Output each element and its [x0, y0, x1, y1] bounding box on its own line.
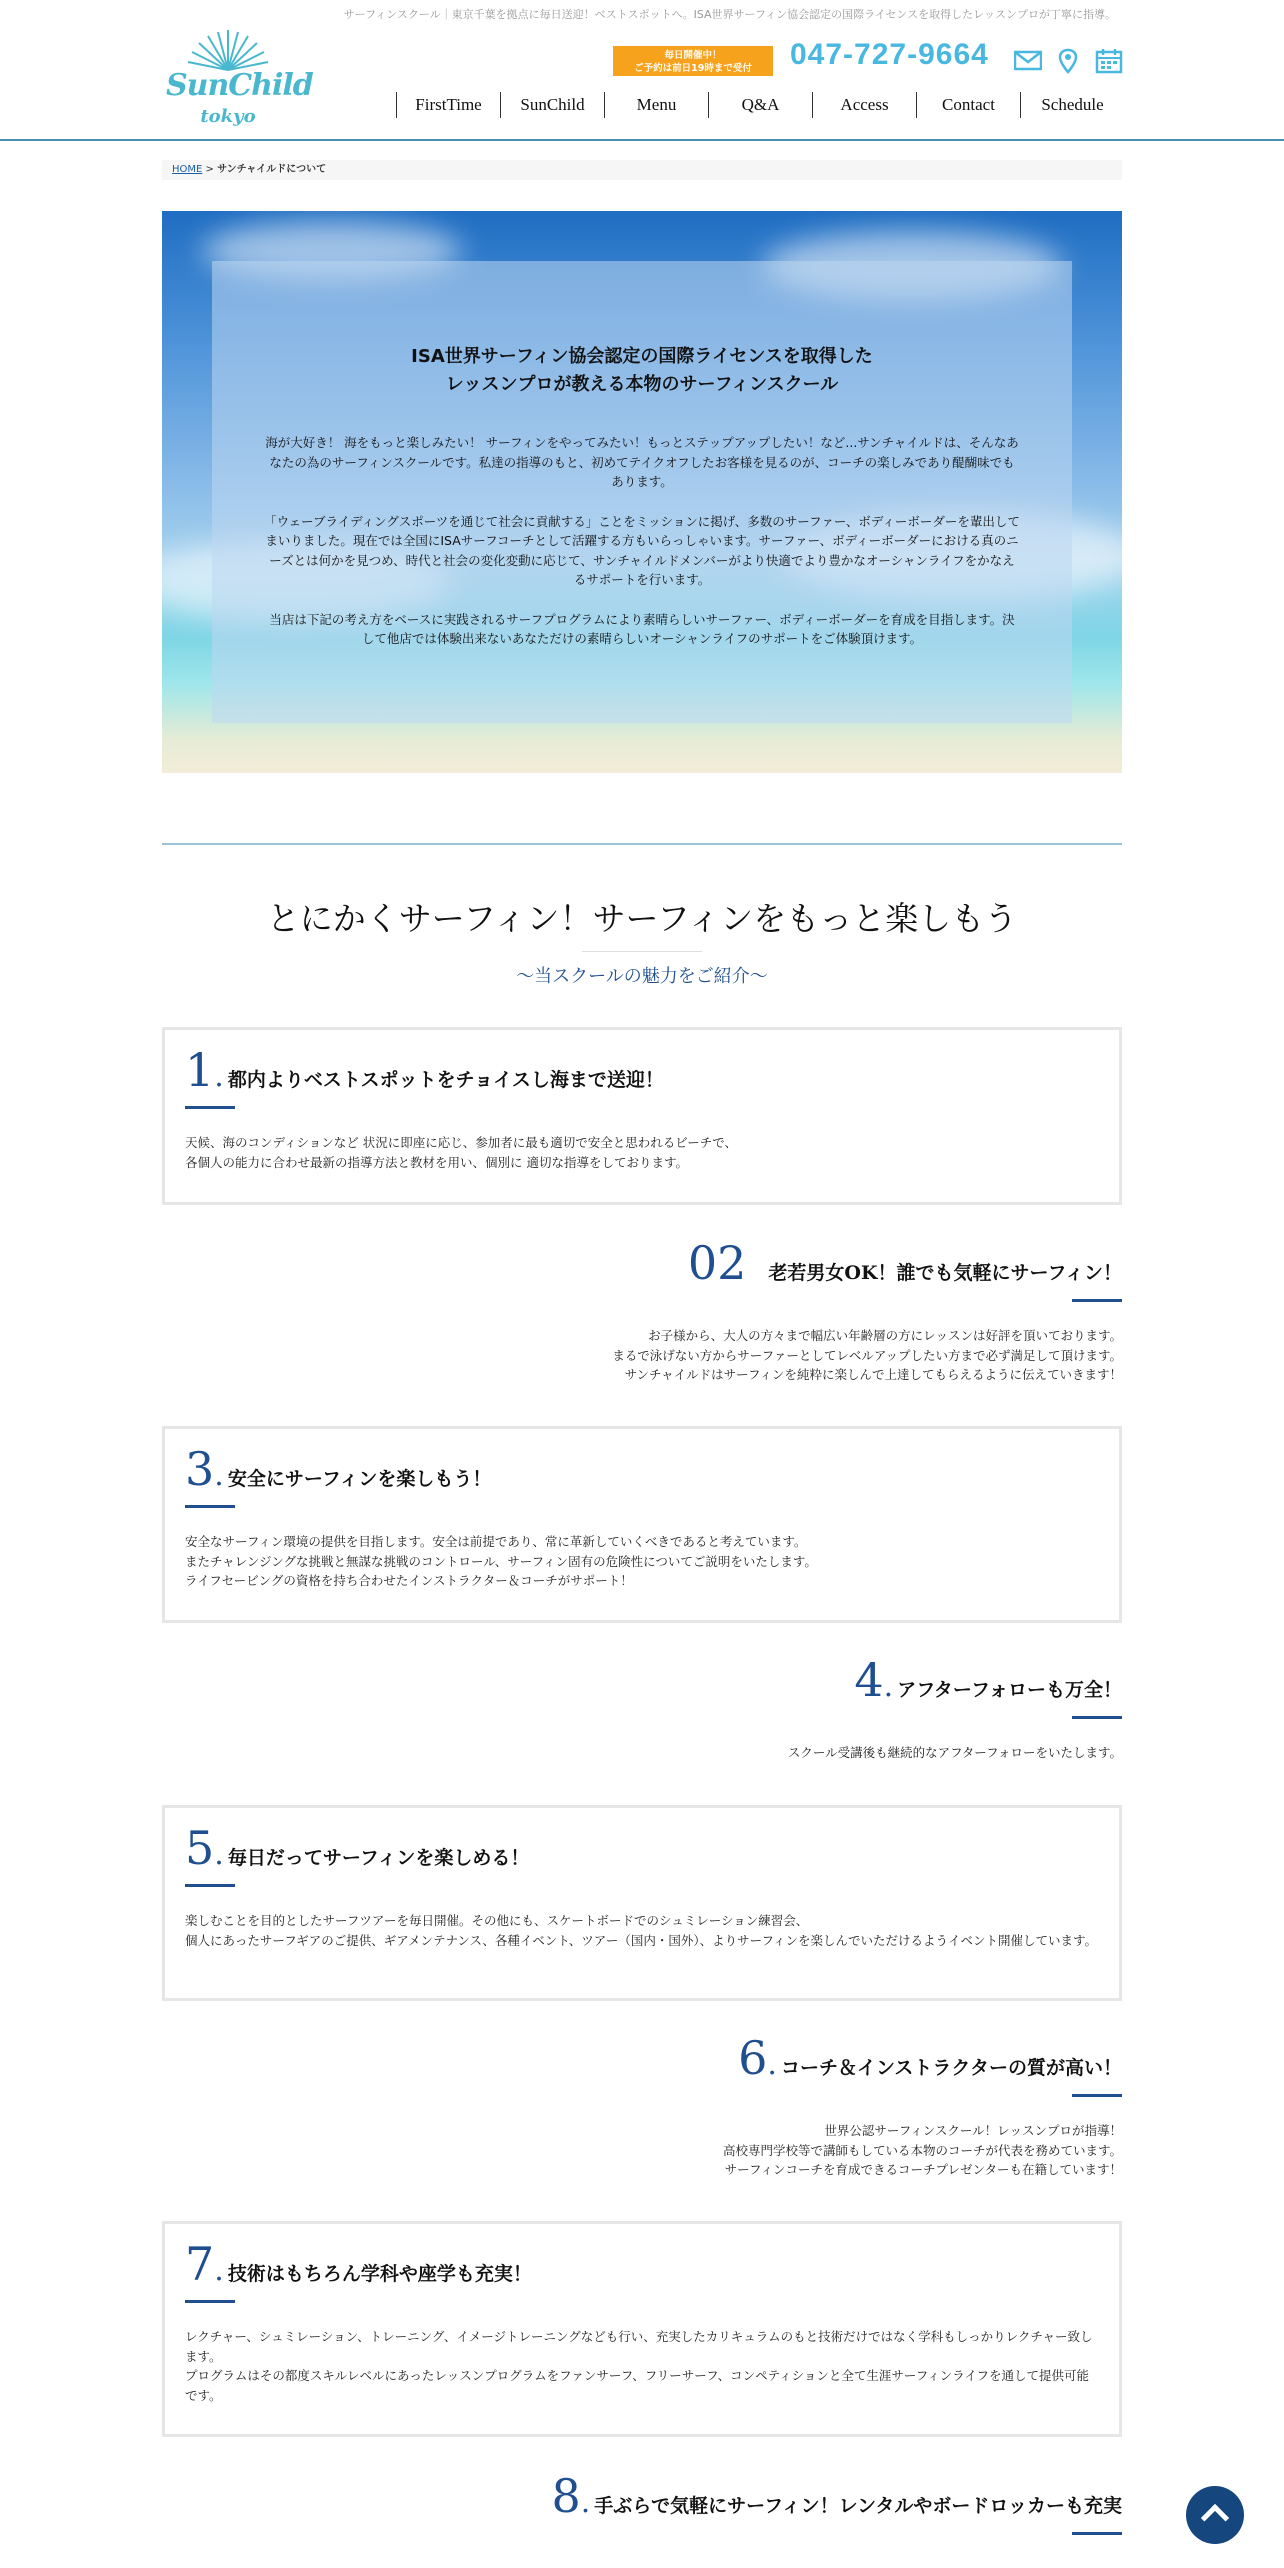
breadcrumb: [162, 160, 1122, 180]
feature-underline: [1072, 1299, 1122, 1302]
hero-title: [212, 343, 1072, 399]
hero-title-line1: ISA世界サーフィン協会認定の国際ライセンスを取得した: [411, 346, 873, 367]
section-divider: [162, 843, 1122, 845]
back-to-top-button[interactable]: [1186, 2486, 1244, 2544]
feature-number: 1: [185, 1043, 215, 1097]
feature-title: 技術はもちろん学科や座学も充実！: [227, 2263, 532, 2285]
feature-underline: [185, 1106, 235, 1109]
feature-body: [185, 2327, 1099, 2405]
feature-text-line: レクチャー、シュミレーション、トレーニング、イメージトレーニングなども行い、充実したカリキュラムのもと技術だけではなく学科もしっかりレクチャー致します。: [185, 2329, 1093, 2364]
feature-card: [162, 2466, 1122, 2566]
arrow-up-icon: [1201, 2504, 1229, 2532]
feature-underline: [1072, 2532, 1122, 2535]
feature-underline: [185, 1505, 235, 1508]
open-badge-line1: 毎日開催中！: [664, 50, 722, 61]
feature-title: 老若男女OK！誰でも気軽にサーフィン！: [768, 1262, 1122, 1284]
nav-item-contact[interactable]: Contact: [916, 92, 1020, 118]
open-badge-line2: ご予約は前日19時まで受付: [634, 63, 752, 74]
feature-card: [162, 2221, 1122, 2437]
hero-title-line2: レッスンプロが教える本物のサーフィンスクール: [445, 374, 839, 395]
feature-number: 7: [185, 2237, 215, 2291]
nav-item-access[interactable]: Access: [812, 92, 916, 118]
feature-title: 都内よりベストスポットをチョイスし海まで送迎！: [227, 1069, 664, 1091]
feature-title: 手ぶらで気軽にサーフィン！レンタルやボードロッカーも充実: [594, 2495, 1122, 2517]
feature-card: [162, 1650, 1122, 1770]
feature-title: 安全にサーフィンを楽しもう！: [227, 1468, 492, 1490]
nav-item-firsttime[interactable]: FirstTime: [396, 92, 500, 118]
feature-number-dot: .: [214, 1837, 224, 1872]
feature-body: [185, 1911, 1099, 1950]
feature-number-dot: .: [883, 1669, 894, 1704]
map-pin-icon[interactable]: [1056, 48, 1080, 72]
feature-text-line: スクール受講後も継続的なアフターフォローをいたします。: [787, 1745, 1122, 1760]
section-subtitle: 〜当スクールの魅力をご紹介〜: [516, 966, 768, 987]
feature-body: [162, 2121, 1122, 2180]
feature-body: [162, 1326, 1122, 1385]
site-header: [0, 0, 1284, 141]
nav-item-menu[interactable]: Menu: [604, 92, 708, 118]
feature-text-line: ライフセービングの資格を持ち合わせたインストラクター＆コーチがサポート！: [185, 1573, 633, 1588]
feature-card: [162, 1426, 1122, 1623]
feature-text-line: サンチャイルドはサーフィンを純粋に楽しんで上達してもらえるように伝えていきます！: [624, 1367, 1122, 1382]
feature-body: [162, 1743, 1122, 1763]
nav-item-qa[interactable]: Q&A: [708, 92, 812, 118]
feature-number-dot: .: [580, 2485, 591, 2520]
feature-number: 5: [185, 1821, 215, 1875]
feature-title: コーチ＆インストラクターの質が高い！: [780, 2057, 1122, 2079]
header-tagline: サーフィンスクール｜東京千葉を拠点に毎日送迎！ベストスポットへ。ISA世界サーフィン協会認定の国際ライセンスを取得したレッスンプロが丁寧に指導。: [343, 8, 1116, 21]
hero-paragraph-3: 当店は下記の考え方をベースに実践されるサーフプログラムにより素晴らしいサーファー、ボディーボーダーを育成を目指します。決して他店では体験出来ないあなただけの素晴らしいオーシャンライフのサポートをご体験頂けます。: [269, 611, 1015, 646]
feature-card: [162, 1233, 1122, 1393]
feature-card: [162, 1805, 1122, 2001]
feature-text-line: お子様から、大人の方々まで幅広い年齢層の方にレッスンは好評を頂いております。: [648, 1328, 1122, 1343]
feature-underline: [1072, 1716, 1122, 1719]
hero-paragraph-2: 「ウェーブライディングスポーツを通じて社会に貢献する」ことをミッションに掲げ、多数のサーファー、ボディーボーダーを輩出してまいりました。現在では全国にISAサーフコーチとして活躍する方もいらっしゃいます。サーファー、ボディーボーダーにおける真のニーズとは何かを見つめ、時代と社会の変化変動に応じて、サンチャイルドメンバーがより快適でより豊かなオーシャンライフをかなえるサポートを行います。: [264, 513, 1020, 587]
hero-text-box: [212, 261, 1072, 723]
section-title-underline: [582, 951, 702, 952]
feature-number: 4: [854, 1653, 884, 1707]
open-badge: [613, 46, 773, 76]
feature-text-line: 楽しむことを目的としたサーフツアーを毎日開催。その他にも、スケートボードでのシュミレーション練習会、: [185, 1913, 809, 1928]
feature-number: 8: [551, 2469, 581, 2523]
feature-text-line: 各個人の能力に合わせ最新の指導方法と教材を用い、個別に 適切な指導をしております。: [185, 1154, 688, 1170]
feature-body: [185, 1532, 1099, 1591]
feature-text-line: 天候、海のコンディションなど 状況に即座に応じ、参加者に最も適切で安全と思われるビーチで、: [185, 1135, 737, 1150]
feature-body: [185, 1133, 1099, 1172]
feature-text-line: プログラムはその都度スキルレベルにあったレッスンプログラムをファンサーフ、フリーサーフ、コンペティションと全て生涯サーフィンライフを通して提供可能です。: [185, 2368, 1089, 2403]
phone-number[interactable]: 047-727-9664: [790, 38, 989, 71]
feature-underline: [1072, 2094, 1122, 2097]
logo-wordmark: SunChild: [166, 68, 313, 103]
breadcrumb-home-link[interactable]: HOME: [172, 164, 203, 175]
feature-number-dot: .: [214, 1458, 224, 1493]
feature-number-dot: .: [214, 1059, 224, 1094]
feature-underline: [185, 1884, 235, 1887]
calendar-icon[interactable]: [1095, 48, 1123, 72]
feature-text-line: 個人にあったサーフギアのご提供、ギアメンテナンス、各種イベント、ツアー（国内・国外）、よりサーフィンを楽しんでいただけるようイベント開催しています。: [185, 1932, 1098, 1948]
feature-number: 02: [687, 1236, 747, 1290]
breadcrumb-separator: >: [202, 164, 218, 175]
feature-number: 6: [738, 2031, 768, 2085]
feature-text-line: サーフィンコーチを育成できるコーチプレゼンターも在籍しています！: [724, 2162, 1122, 2177]
nav-item-schedule[interactable]: Schedule: [1020, 92, 1124, 118]
logo-sub: tokyo: [200, 106, 256, 127]
feature-text-line: まるで泳げない方からサーファーとしてレベルアップしたい方まで必ず満足して頂けます。: [612, 1347, 1122, 1363]
feature-number: 3: [185, 1442, 215, 1496]
hero-paragraph-1: 海が大好き！ 海をもっと楽しみたい！ サーフィンをやってみたい！もっとステップアップしたい！など...サンチャイルドは、そんなあなたの為のサーフィンスクールです。私達の指導のもと、初めてテイクオフしたお客様を見るのが、コーチの楽しみであり醍醐味でもあります。: [265, 435, 1019, 489]
feature-underline: [185, 2300, 235, 2303]
main-nav: [396, 92, 1124, 118]
nav-item-sunchild[interactable]: SunChild: [500, 92, 604, 118]
feature-text-line: 高校専門学校等で講師もしている本物のコーチが代表を務めています。: [722, 2142, 1122, 2158]
feature-card: [162, 1027, 1122, 1205]
feature-number-dot: .: [767, 2047, 777, 2082]
feature-text-line: 世界公認サーフィンスクール！レッスンプロが指導！: [824, 2123, 1122, 2138]
mail-icon[interactable]: [1014, 48, 1042, 72]
breadcrumb-current: サンチャイルドについて: [217, 164, 327, 175]
feature-number-dot: .: [214, 2253, 224, 2288]
feature-card: [162, 2028, 1122, 2188]
site-logo[interactable]: [166, 26, 313, 136]
feature-text-line: またチャレンジングな挑戦と無謀な挑戦のコントロール、サーフィン固有の危険性についてご説明をいたします。: [185, 1553, 817, 1569]
feature-title: 毎日だってサーフィンを楽しめる！: [227, 1847, 530, 1869]
feature-title: アフターフォローも万全！: [897, 1679, 1122, 1701]
feature-text-line: 安全なサーフィン環境の提供を目指します。安全は前提であり、常に革新していくべきであると考えています。: [185, 1534, 807, 1549]
hero-banner: [162, 211, 1122, 773]
section-title: とにかくサーフィン！サーフィンをもっと楽しもう: [266, 899, 1018, 938]
